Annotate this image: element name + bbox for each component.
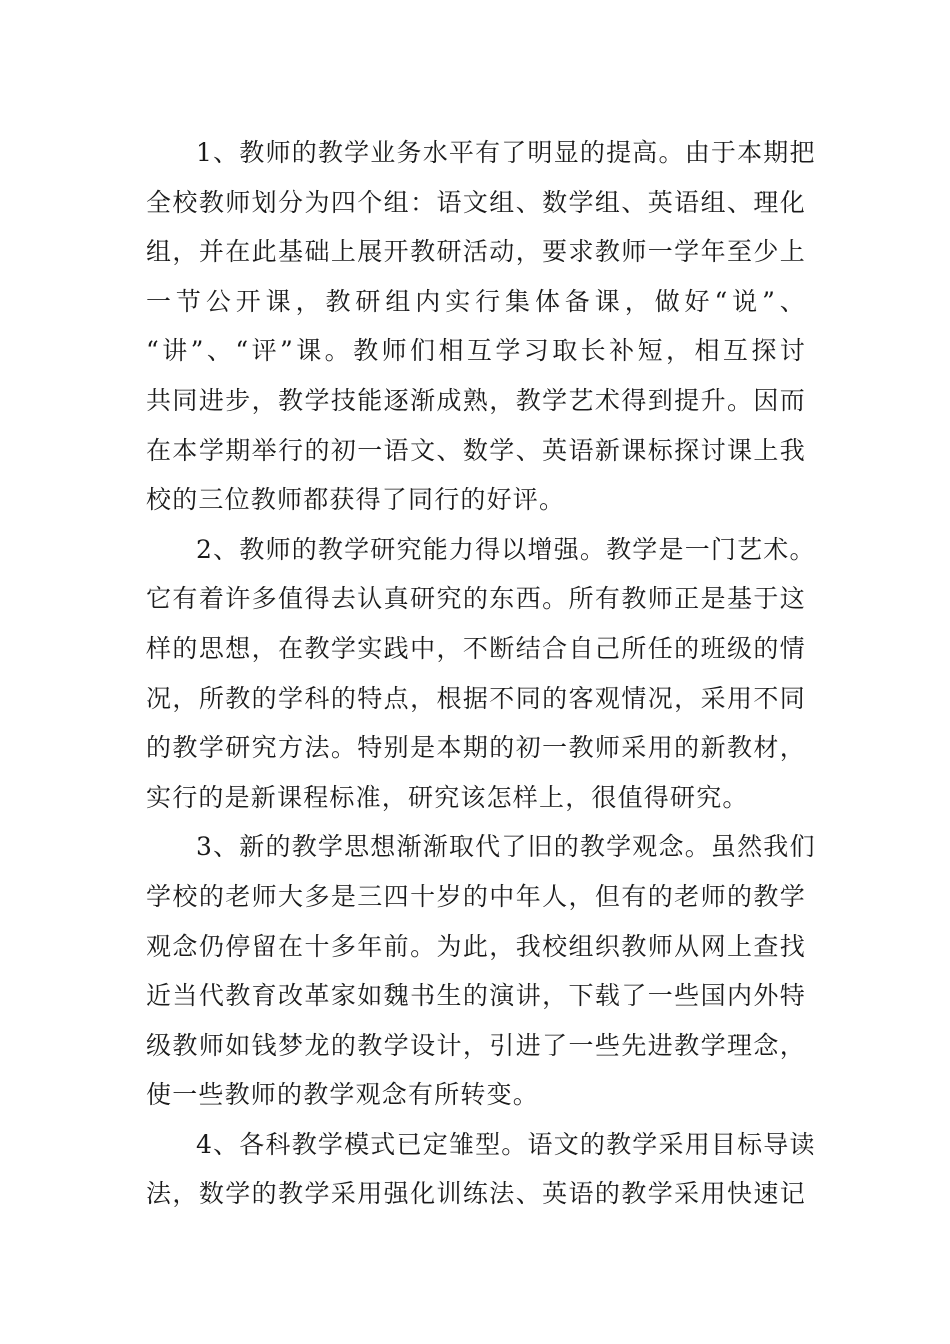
paragraph-line: 2、教师的教学研究能力得以增强。教学是一门艺术。 — [196, 534, 816, 564]
paragraph-line: 4、各科教学模式已定雏型。语文的教学采用目标导读 — [196, 1129, 816, 1159]
paragraph-line: 学校的老师大多是三四十岁的中年人，但有的老师的教学 — [146, 881, 806, 911]
paragraph-line: 1、教师的教学业务水平有了明显的提高。由于本期把 — [196, 138, 816, 167]
document-body — [146, 128, 816, 1219]
paragraph-line: 组，并在此基础上展开教研活动，要求教师一学年至少上 — [146, 237, 806, 267]
paragraph-line: 样的思想，在教学实践中，不断结合自己所任的班级的情 — [146, 633, 806, 663]
paragraph-line: 近当代教育改革家如魏书生的演讲，下载了一些国内外特 — [146, 981, 806, 1011]
paragraph-line: 使一些教师的教学观念有所转变。 — [146, 1080, 540, 1110]
paragraph-line: 法，数学的教学采用强化训练法、英语的教学采用快速记 — [146, 1179, 806, 1209]
paragraph-line: 全校教师划分为四个组：语文组、数学组、英语组、理化 — [146, 187, 806, 217]
paragraph-line: 的教学研究方法。特别是本期的初一教师采用的新教材， — [146, 733, 806, 763]
paragraph-line: 在本学期举行的初一语文、数学、英语新课标探讨课上我 — [146, 435, 806, 465]
paragraph-line: 况，所教的学科的特点，根据不同的客观情况，采用不同 — [146, 683, 806, 713]
paragraph-3 — [146, 822, 816, 1120]
paragraph-line: 它有着许多值得去认真研究的东西。所有教师正是基于这 — [146, 584, 806, 614]
paragraph-line: 观念仍停留在十多年前。为此，我校组织教师从网上查找 — [146, 931, 806, 961]
paragraph-line: 一节公开课，教研组内实行集体备课，做好“说”、 — [146, 286, 806, 316]
paragraph-line: 实行的是新课程标准，研究该怎样上，很值得研究。 — [146, 782, 749, 812]
paragraph-2 — [146, 525, 816, 823]
paragraph-1 — [146, 128, 816, 525]
paragraph-line: 共同进步，教学技能逐渐成熟，教学艺术得到提升。因而 — [146, 385, 806, 415]
paragraph-line: “讲”、“评”课。教师们相互学习取长补短，相互探讨 — [146, 336, 806, 366]
paragraph-line: 级教师如钱梦龙的教学设计，引进了一些先进教学理念， — [146, 1030, 806, 1060]
paragraph-line: 校的三位教师都获得了同行的好评。 — [146, 485, 566, 515]
paragraph-4 — [146, 1120, 816, 1219]
paragraph-line: 3、新的教学思想渐渐取代了旧的教学观念。虽然我们 — [196, 832, 816, 862]
